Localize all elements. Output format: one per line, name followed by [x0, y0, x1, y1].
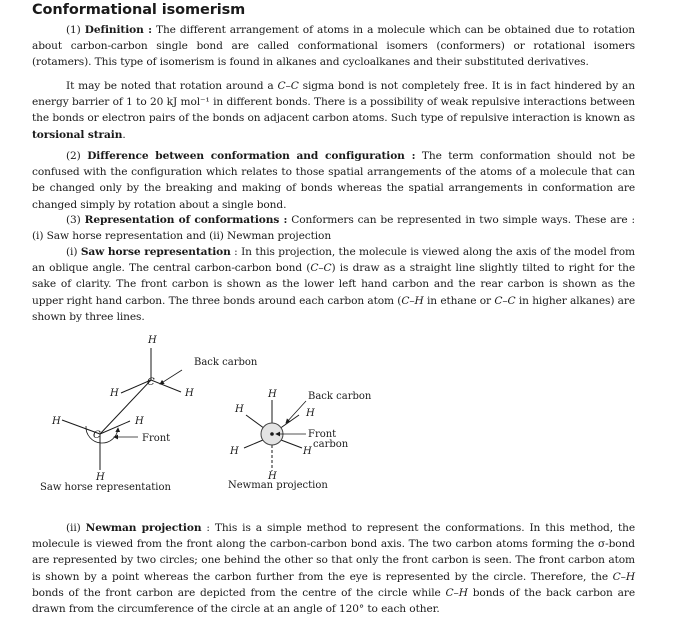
atom-c-label: C [93, 430, 101, 441]
torsional-strain-paragraph [32, 78, 635, 143]
back-carbon-label: Back carbon [194, 357, 258, 368]
representation-paragraph [32, 212, 635, 244]
atom-h-label: H [268, 389, 277, 400]
atom-h-label: H [185, 388, 194, 399]
bold-term: Definition : [84, 24, 152, 36]
math-term: C–H [401, 294, 424, 307]
math-term: C–H [445, 586, 468, 599]
bold-term: Newman projection [85, 522, 202, 534]
atom-h-label: H [235, 404, 244, 415]
paragraph-text: : This is a simple method to represent the conformations. In this method, the molecule is viewed from the front along the carbon-carbon bond axis. The two carbon atoms forming the σ-bond are represented by two circles; one behind the other so that only the front carbon is seen. The front carbon atom is shown by a point whereas the carbon further from the eye is represented by the circle. Therefore, the [32, 522, 636, 583]
newman-caption: Newman projection [228, 480, 328, 491]
item-number: (3) [66, 214, 85, 226]
front-carbon-label: Front [308, 429, 337, 440]
atom-h-label: H [230, 446, 239, 457]
item-number: (i) [66, 246, 81, 258]
paragraph-text: bonds of the front carbon are depicted from the centre of the circle while [32, 586, 446, 599]
math-term: C–C [494, 294, 516, 307]
paragraph-text: Conformers can be represented in two simple ways. These are : (i) Saw horse representation and (ii) Newman projection [32, 214, 635, 243]
back-carbon-pointer [160, 370, 182, 384]
paragraph-text: in higher alkanes) are shown by three lines. [32, 294, 636, 323]
paragraph-text: The term conformation should not be confused with the configuration which relates to those spatial arrangements of the atoms of a molecule that can be changed only by the breaking and making of bonds whereas the spatial arrangements in conformation are changed simply by rotation about a single bond. [32, 150, 635, 211]
bold-term: torsional strain [32, 128, 123, 141]
bold-term: Saw horse representation [80, 246, 231, 258]
paragraph-text: It may be noted that rotation around a [66, 80, 278, 92]
atom-h-label: H [135, 416, 144, 427]
conformation-figure [0, 326, 696, 506]
paragraph-text: . [122, 128, 126, 141]
paragraph-text: sigma bond is not completely free. It is in fact hindered by an energy barrier of 1 to 20 kJ mol⁻¹ in different bonds. There is a possibility of weak repulsive interactions between the bonds or electron pairs of the bonds on adjacent carbon atoms. Such type of repulsive interaction is known as [32, 80, 635, 125]
item-number: (2) [66, 150, 88, 162]
paragraph-text: The different arrangement of atoms in a molecule which can be obtained due to rotation about carbon-carbon single bond are called conformational isomers (conformers) or rotational isomers (rotamers). This type of isomerism is found in alkanes and cycloalkanes and their substituted derivatives. [32, 24, 635, 69]
sawhorse-paragraph [32, 244, 635, 325]
newman-paragraph [32, 520, 635, 617]
back-carbon-pointer [286, 401, 306, 423]
paragraph-text: ) is draw as a straight line slightly tilted to right for the sake of clarity. The front carbon is shown as the lower left hand carbon and the rear carbon is shown as the upper right hand carbon. The three bonds around each carbon atom ( [32, 262, 635, 307]
newman-diagram [228, 389, 372, 491]
paragraph-text: in ethane or [423, 294, 495, 307]
atom-h-label: H [268, 471, 277, 482]
back-ch-bond-left [244, 440, 263, 448]
front-ch-bond-right [100, 421, 130, 434]
back-carbon-label: Back carbon [308, 391, 372, 402]
section-heading: Conformational isomerism [32, 2, 246, 18]
atom-h-label: H [303, 446, 312, 457]
bold-term: Representation of conformations : [84, 214, 288, 226]
math-term: C–C [310, 262, 332, 275]
back-ch-bond-right [151, 380, 181, 392]
front-carbon-label-line2: carbon [313, 439, 349, 450]
atom-h-label: H [110, 388, 119, 399]
atom-h-label: H [96, 472, 105, 483]
definition-paragraph [32, 22, 635, 71]
sawhorse-caption: Saw horse representation [40, 482, 171, 493]
front-carbon-label: Front [142, 433, 171, 444]
conformation-vs-configuration-paragraph [32, 148, 635, 213]
front-carbon-point [270, 432, 274, 436]
paragraph-text: bonds of the back carbon are drawn from the circumference of the circle at an angle of 120° to each other. [32, 586, 635, 616]
sawhorse-diagram [40, 335, 258, 493]
bold-term: Difference between conformation and configuration : [87, 150, 416, 162]
item-number: (ii) [66, 522, 86, 534]
atom-h-label: H [148, 335, 157, 346]
paragraph-text: : In this projection, the molecule is viewed along the axis of the model from an oblique angle. The central carbon-carbon bond ( [32, 246, 635, 275]
item-number: (1) [66, 24, 85, 36]
atom-c-label: C [147, 377, 155, 388]
atom-h-label: H [306, 408, 315, 419]
back-ch-bond-right [281, 440, 302, 448]
math-term: C–C [277, 80, 299, 92]
math-term: C–H [612, 570, 635, 583]
atom-h-label: H [52, 416, 61, 427]
